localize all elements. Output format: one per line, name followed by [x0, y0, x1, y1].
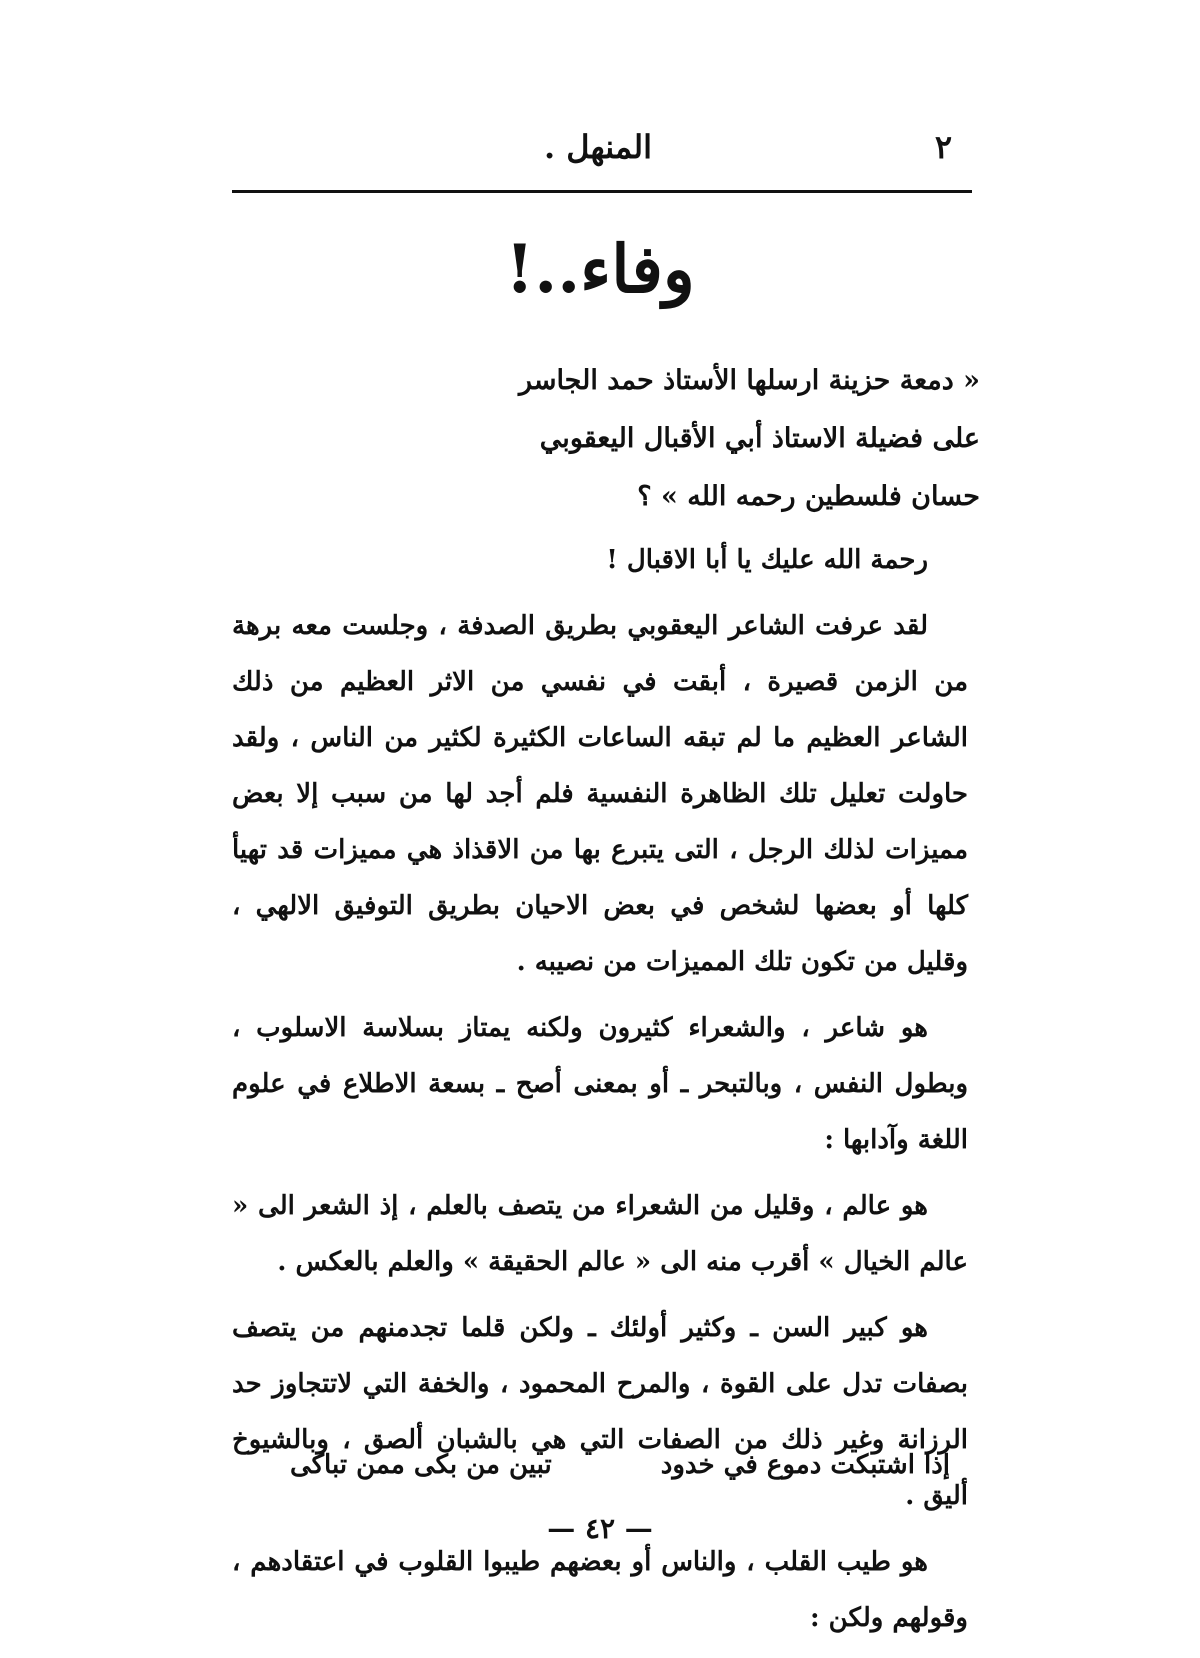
article-body [232, 532, 968, 1656]
header-page-number: ٢ [934, 128, 952, 166]
article-subtitle: « دمعة حزينة ارسلها الأستاذ حمد الجاسر على فضيلة الاستاذ أبي الأقبال اليعقوبي حسان فلسطين رحمه الله » ؟ [518, 365, 980, 512]
paragraph: هو عالم ، وقليل من الشعراء من يتصف بالعلم ، إذ الشعر الى « عالم الخيال » أقرب منه الى « عالم الحقيقة » والعلم بالعكس . [232, 1191, 968, 1277]
running-header [232, 128, 972, 188]
article-title: وفاء..! [505, 230, 695, 308]
journal-name: المنهل . [543, 128, 652, 166]
paragraph: لقد عرفت الشاعر اليعقوبي بطريق الصدفة ، وجلست معه برهة من الزمن قصيرة ، أبقت في نفسي من الاثر العظيم من ذلك الشاعر العظيم ما لم تبقه الساعات الكثيرة لكثير من الناس ، ولقد حاولت تعليل تلك الظاهرة النفسية فلم أجد لها من سبب إلا بعض مميزات لذلك الرجل ، التى يتبرع بها من الاقذاذ هي مميزات قد تهيأ كلها أو بعضها لشخص في بعض الاحيان بطريق التوفيق الالهي ، وقليل من تكون تلك المميزات من نصيبه . [232, 611, 968, 977]
paragraph: هو كبير السن ـ وكثير أولئك ـ ولكن قلما تجدمنهم من يتصف بصفات تدل على القوة ، والمرح المحمود ، والخفة التي لاتتجاوز حد الرزانة وغير ذلك من الصفات التي هي بالشبان ألصق ، وبالشيوخ أليق . [232, 1313, 968, 1511]
paragraph-salutation: رحمة الله عليك يا أبا الاقبال ! [606, 545, 928, 575]
paragraph: هو طيب القلب ، والناس أو بعضهم طيبوا القلوب في اعتقادهم ، وقولهم ولكن : [232, 1547, 968, 1633]
verse-second-hemistich: تبين من بكى ممن تباكى [290, 1450, 552, 1480]
header-divider [232, 190, 972, 193]
paragraph: هو شاعر ، والشعراء كثيرون ولكنه يمتاز بسلاسة الاسلوب ، وبطول النفس ، وبالتبحر ـ أو بمعنى أصح ـ بسعة الاطلاع في علوم اللغة وآدابها : [232, 1013, 968, 1155]
verse-first-hemistich: إذا اشتبكت دموع في خدود [660, 1450, 950, 1480]
footer-page-number: — ٤٢ — [547, 1512, 653, 1545]
poem-verse [290, 1450, 950, 1480]
